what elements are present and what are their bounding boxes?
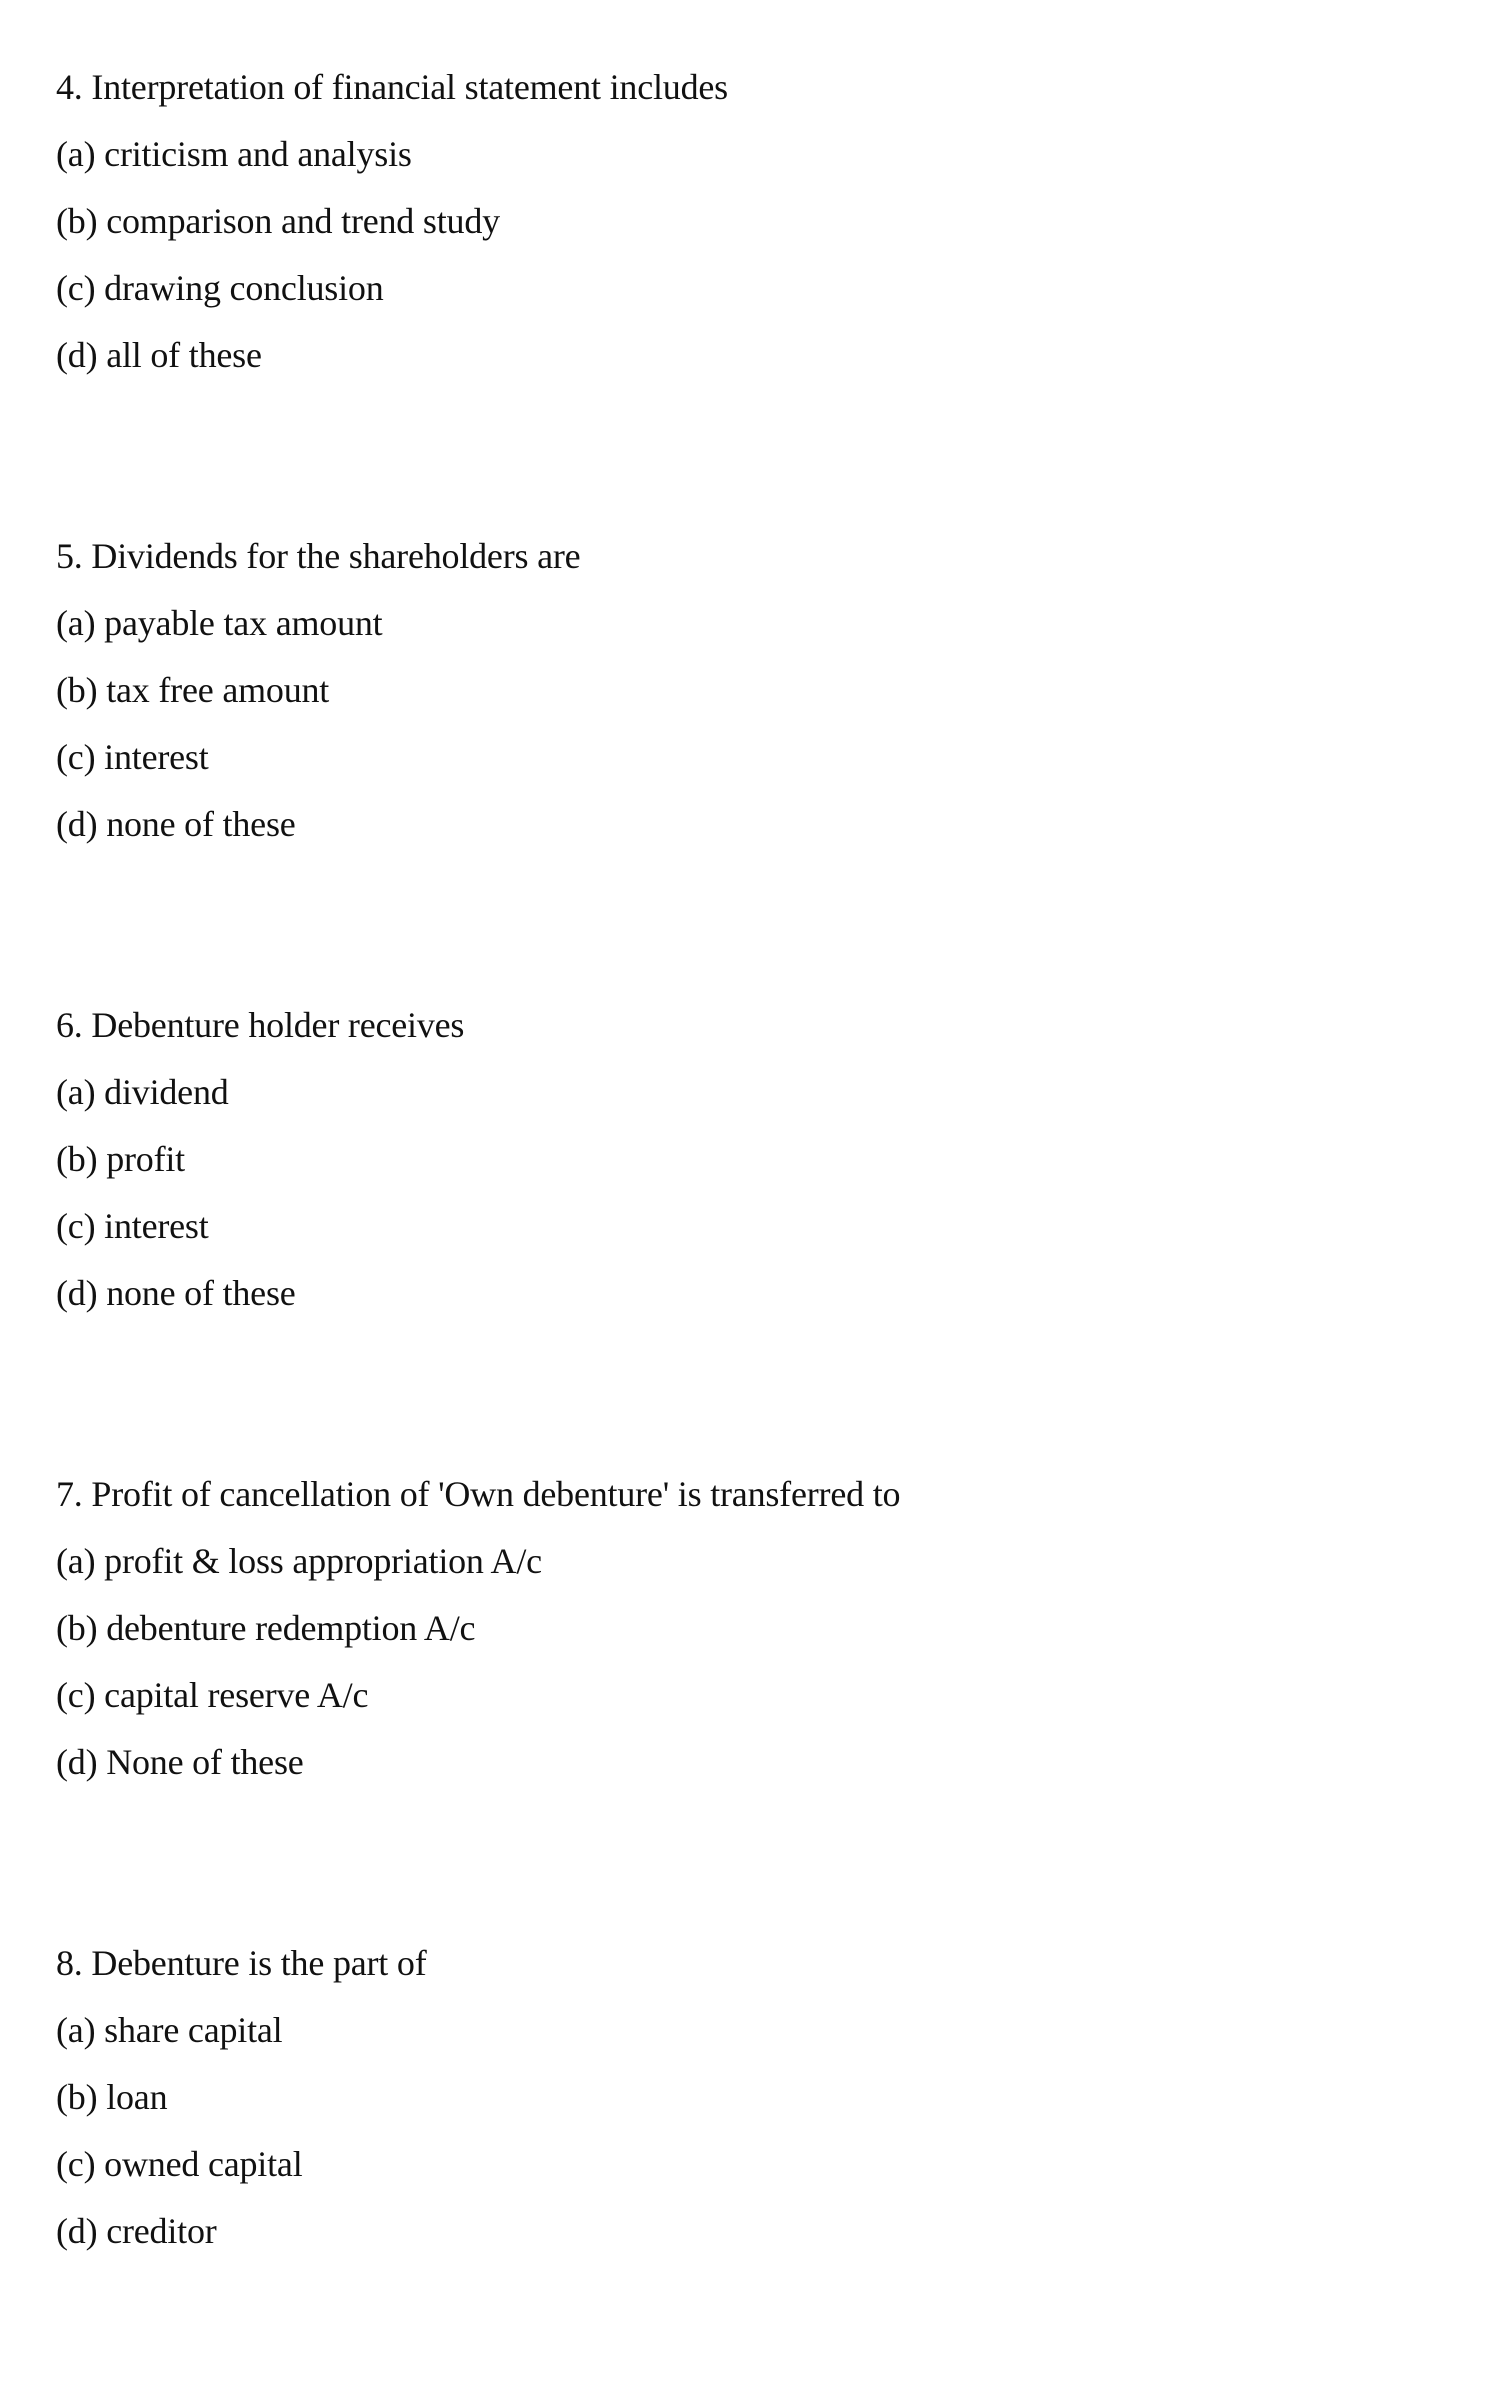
option-label: (b): [56, 670, 98, 710]
question-text: Dividends for the shareholders are: [91, 536, 581, 576]
question-title: [56, 992, 1465, 1059]
option-label: (b): [56, 1139, 98, 1179]
option-d: [56, 791, 1465, 858]
question-title: [56, 1930, 1465, 1997]
option-text: comparison and trend study: [106, 201, 500, 241]
option-text: none of these: [106, 804, 296, 844]
option-text: profit & loss appropriation A/c: [104, 1541, 542, 1581]
option-d: [56, 1729, 1465, 1796]
option-label: (d): [56, 335, 98, 375]
option-a: [56, 121, 1465, 188]
option-label: (a): [56, 2010, 96, 2050]
option-label: (b): [56, 2077, 98, 2117]
option-text: all of these: [106, 335, 262, 375]
option-text: debenture redemption A/c: [106, 1608, 476, 1648]
question-text: Profit of cancellation of 'Own debenture' is transferred to: [91, 1474, 901, 1514]
option-a: [56, 590, 1465, 657]
option-text: criticism and analysis: [104, 134, 412, 174]
question-number: 6.: [56, 1005, 83, 1045]
question-title: [56, 1461, 1465, 1528]
option-b: [56, 2064, 1465, 2131]
question-number: 7.: [56, 1474, 83, 1514]
option-text: interest: [104, 737, 209, 777]
option-text: creditor: [106, 2211, 217, 2251]
option-c: [56, 2131, 1465, 2198]
option-c: [56, 724, 1465, 791]
option-label: (d): [56, 804, 98, 844]
question-number: 8.: [56, 1943, 83, 1983]
option-text: profit: [106, 1139, 185, 1179]
option-text: none of these: [106, 1273, 296, 1313]
option-text: payable tax amount: [104, 603, 383, 643]
question-title: [56, 523, 1465, 590]
option-text: dividend: [104, 1072, 229, 1112]
option-text: tax free amount: [106, 670, 330, 710]
option-text: share capital: [104, 2010, 283, 2050]
question-page: [56, 54, 1465, 2399]
option-c: [56, 1193, 1465, 1260]
option-b: [56, 1595, 1465, 1662]
option-b: [56, 188, 1465, 255]
question-number: 4.: [56, 67, 83, 107]
option-d: [56, 1260, 1465, 1327]
option-b: [56, 657, 1465, 724]
question-text: Interpretation of financial statement includes: [91, 67, 728, 107]
question-number: 5.: [56, 536, 83, 576]
option-text: interest: [104, 1206, 209, 1246]
option-label: (a): [56, 603, 96, 643]
question-5: [56, 523, 1465, 858]
option-text: capital reserve A/c: [104, 1675, 369, 1715]
option-label: (d): [56, 1273, 98, 1313]
option-text: None of these: [106, 1742, 304, 1782]
option-a: [56, 1059, 1465, 1126]
question-7: [56, 1461, 1465, 1796]
option-label: (d): [56, 1742, 98, 1782]
option-label: (c): [56, 737, 96, 777]
option-label: (c): [56, 268, 96, 308]
option-d: [56, 2198, 1465, 2265]
option-label: (c): [56, 2144, 96, 2184]
question-text: Debenture holder receives: [91, 1005, 465, 1045]
option-a: [56, 1997, 1465, 2064]
question-6: [56, 992, 1465, 1327]
question-text: Debenture is the part of: [91, 1943, 427, 1983]
option-c: [56, 1662, 1465, 1729]
option-a: [56, 1528, 1465, 1595]
question-8: [56, 1930, 1465, 2265]
option-label: (c): [56, 1675, 96, 1715]
option-text: owned capital: [104, 2144, 303, 2184]
question-4: [56, 54, 1465, 389]
option-label: (a): [56, 1072, 96, 1112]
option-label: (d): [56, 2211, 98, 2251]
option-label: (c): [56, 1206, 96, 1246]
option-c: [56, 255, 1465, 322]
option-label: (b): [56, 201, 98, 241]
question-title: [56, 54, 1465, 121]
option-label: (b): [56, 1608, 98, 1648]
option-label: (a): [56, 1541, 96, 1581]
option-b: [56, 1126, 1465, 1193]
option-d: [56, 322, 1465, 389]
option-text: loan: [106, 2077, 168, 2117]
option-text: drawing conclusion: [104, 268, 384, 308]
option-label: (a): [56, 134, 96, 174]
